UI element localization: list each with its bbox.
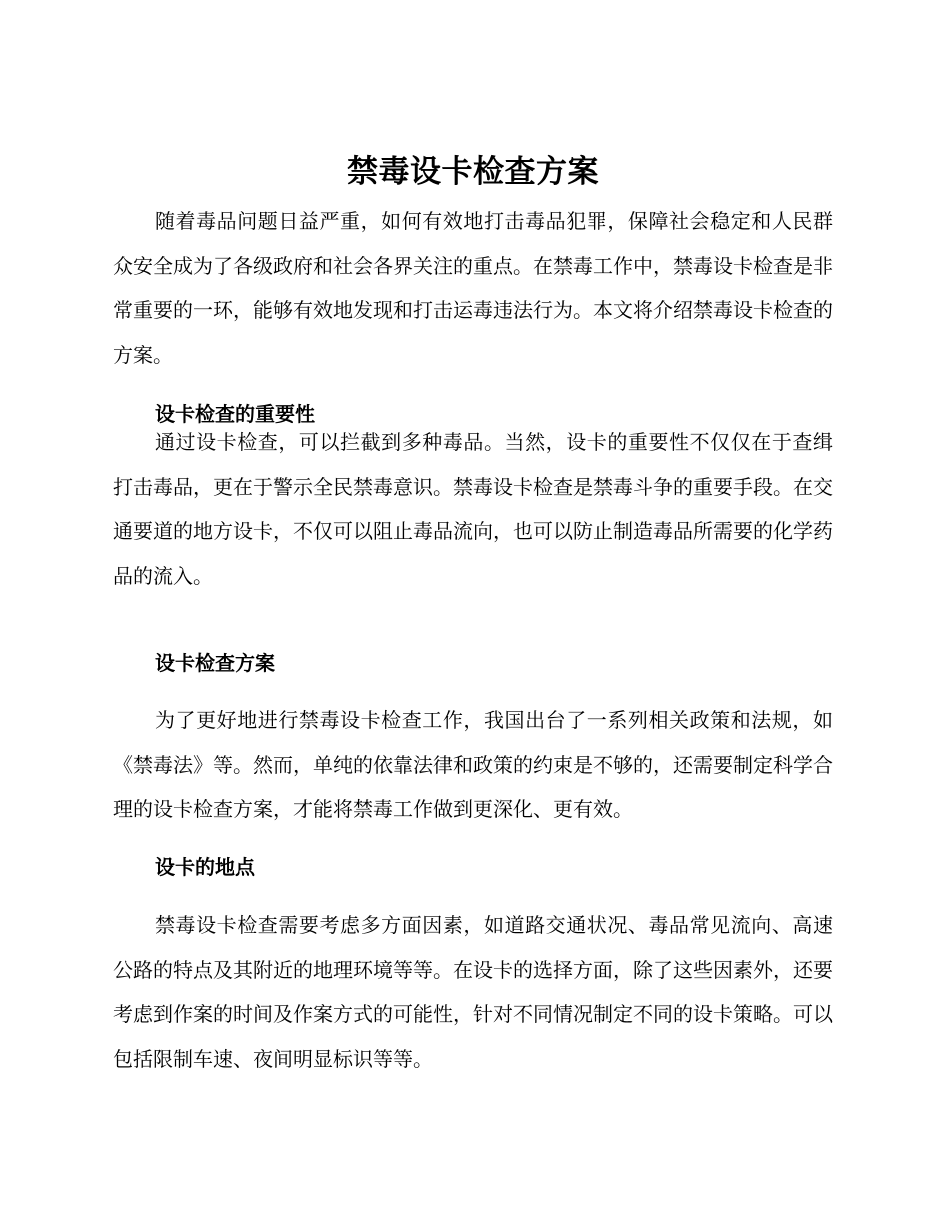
document-title: 禁毒设卡检查方案	[347, 154, 599, 190]
section-heading-location: 设卡的地点	[155, 855, 255, 879]
location-paragraph: 禁毒设卡检查需要考虑多方面因素，如道路交通状况、毒品常见流向、高速公路的特点及其附近的地理环境等等。在设卡的选择方面，除了这些因素外，还要考虑到作案的时间及作案方式的可能性，针对不同情况制定不同的设卡策略。可以包括限制车速、夜间明显标识等等。	[113, 913, 833, 1071]
importance-paragraph: 通过设卡检查，可以拦截到多种毒品。当然，设卡的重要性不仅仅在于查缉打击毒品，更在于警示全民禁毒意识。禁毒设卡检查是禁毒斗争的重要手段。在交通要道的地方设卡，不仅可以阻止毒品流向，也可以防止制造毒品所需要的化学药品的流入。	[113, 430, 833, 588]
intro-paragraph: 随着毒品问题日益严重，如何有效地打击毒品犯罪，保障社会稳定和人民群众安全成为了各级政府和社会各界关注的重点。在禁毒工作中，禁毒设卡检查是非常重要的一环，能够有效地发现和打击运毒违法行为。本文将介绍禁毒设卡检查的方案。	[113, 209, 833, 367]
section-heading-plan: 设卡检查方案	[155, 651, 275, 675]
section-heading-importance: 设卡检查的重要性	[155, 402, 315, 426]
plan-paragraph: 为了更好地进行禁毒设卡检查工作，我国出台了一系列相关政策和法规，如《禁毒法》等。然而，单纯的依靠法律和政策的约束是不够的，还需要制定科学合理的设卡检查方案，才能将禁毒工作做到更深化、更有效。	[113, 708, 833, 821]
